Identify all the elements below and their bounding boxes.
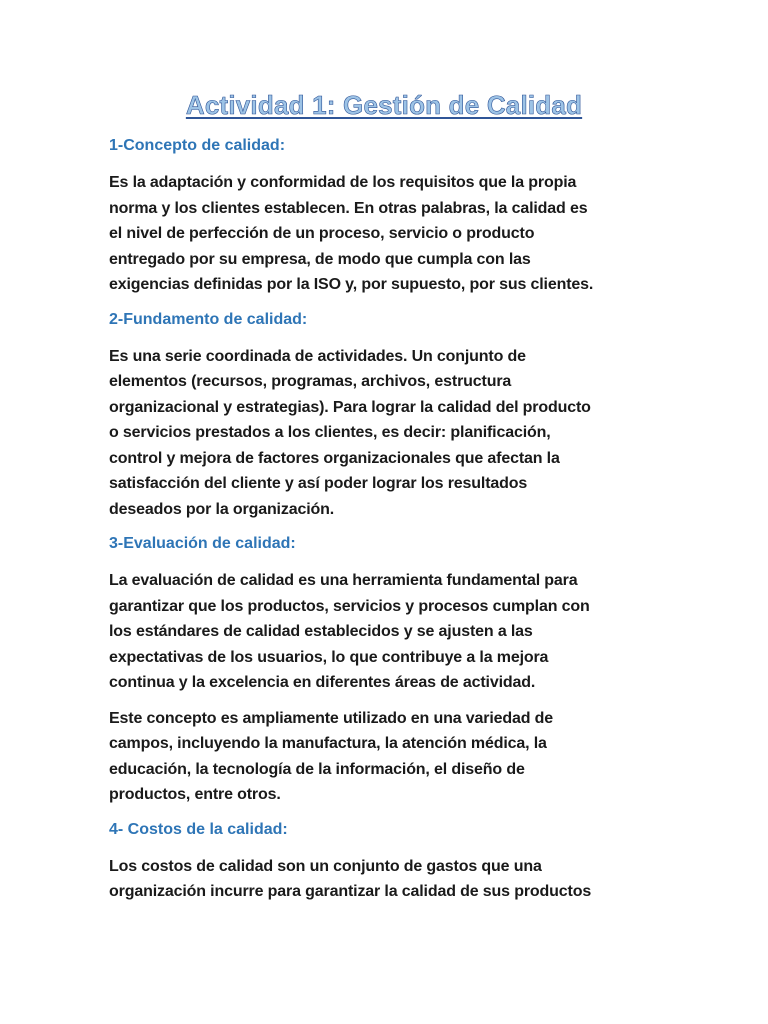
document-title: Actividad 1: Gestión de Calidad <box>185 90 583 120</box>
section-fundamento <box>109 308 669 523</box>
text-line: norma y los clientes establecen. En otras palabras, la calidad es <box>109 199 588 217</box>
text-line: La evaluación de calidad es una herramienta fundamental para <box>109 572 578 589</box>
text-line: Es una serie coordinada de actividades. Un conjunto de <box>109 347 526 365</box>
text-line: educación, la tecnología de la información, el diseño de <box>109 760 525 778</box>
text-line: el nivel de perfección de un proceso, servicio o producto <box>109 225 535 242</box>
text-line: deseados por la organización. <box>109 500 335 518</box>
text-line: expectativas de los usuarios, lo que contribuye a la mejora <box>109 648 549 666</box>
paragraph <box>109 344 669 523</box>
paragraph <box>109 706 669 808</box>
text-line: exigencias definidas por la ISO y, por supuesto, por sus clientes. <box>109 276 594 293</box>
section-evaluacion <box>109 532 669 808</box>
section-heading: 2-Fundamento de calidad: <box>109 310 308 328</box>
paragraph <box>109 170 669 298</box>
text-line: Los costos de calidad son un conjunto de gastos que una <box>109 857 542 875</box>
text-line: garantizar que los productos, servicios y procesos cumplan con <box>109 597 590 615</box>
section-costos <box>109 818 669 905</box>
section-heading: 4- Costos de la calidad: <box>109 820 288 838</box>
section-heading: 3-Evaluación de calidad: <box>109 535 296 552</box>
text-line: elementos (recursos, programas, archivos, estructura <box>109 373 512 390</box>
text-line: campos, incluyendo la manufactura, la atención médica, la <box>109 735 547 752</box>
paragraph <box>109 568 669 696</box>
paragraph <box>109 854 669 905</box>
text-line: continua y la excelencia en diferentes áreas de actividad. <box>109 674 536 691</box>
section-concepto <box>109 134 669 298</box>
text-line: Este concepto es ampliamente utilizado en una variedad de <box>109 709 554 727</box>
text-line: entregado por su empresa, de modo que cumpla con las <box>109 250 531 268</box>
section-heading: 1-Concepto de calidad: <box>109 137 286 154</box>
text-line: organización incurre para garantizar la calidad de sus productos <box>109 883 592 900</box>
text-line: o servicios prestados a los clientes, es decir: planificación, <box>109 424 551 441</box>
text-line: control y mejora de factores organizacionales que afectan la <box>109 449 560 467</box>
text-line: organizacional y estrategias). Para lograr la calidad del producto <box>109 398 591 416</box>
text-line: los estándares de calidad establecidos y se ajusten a las <box>109 623 533 640</box>
document-body <box>109 134 669 915</box>
text-line: Es la adaptación y conformidad de los requisitos que la propia <box>109 174 577 191</box>
text-line: satisfacción del cliente y así poder lograr los resultados <box>109 475 528 492</box>
text-line: productos, entre otros. <box>109 786 281 803</box>
